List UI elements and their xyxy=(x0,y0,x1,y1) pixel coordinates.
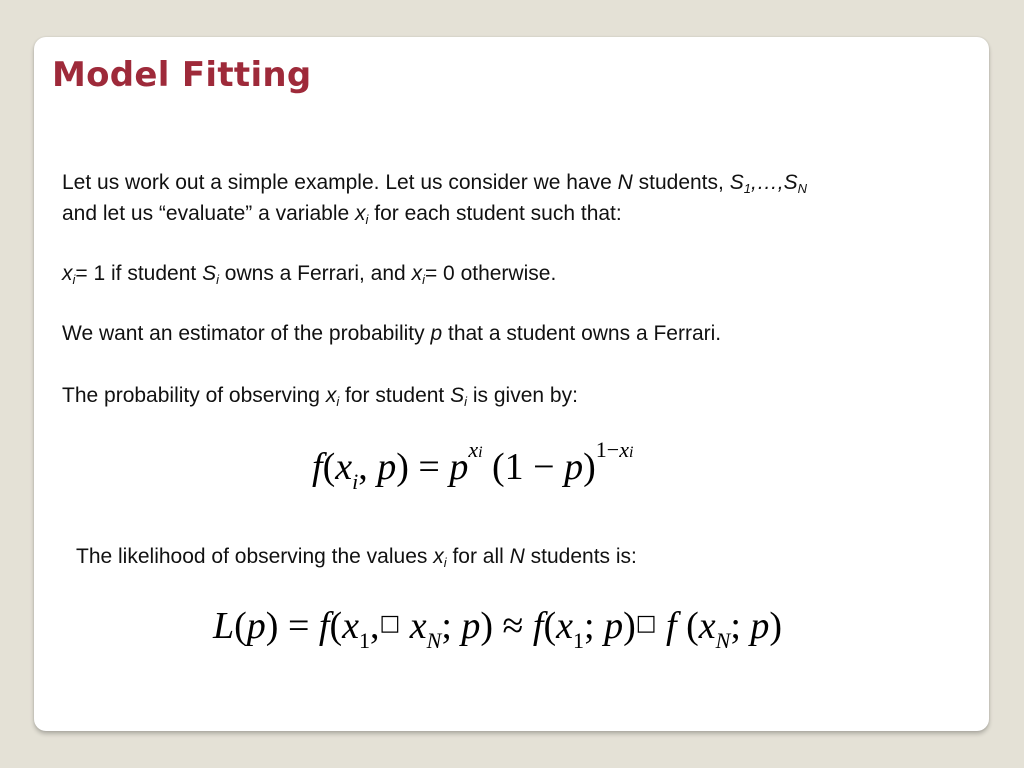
probability-equation: $f(x_i$, $p) = p^{xi}$ $(1 - p)^{1-xi}$ xyxy=(312,437,634,494)
definition-paragraph: $x_i= 1$ if student $S_i$ owns a Ferrari, and $x_i= 0$ otherwise. xyxy=(62,262,557,287)
likelihood-equation: $L(p) = f(x_1,^□$ $x_N$; $p) \approx f(x_1$; p)□ f ($x_N$; p) xyxy=(213,605,783,653)
missing-glyph-icon: □ xyxy=(635,611,657,636)
intro-paragraph: Let us work out a simple example. Let us consider we have N students, $S_1,\dots,S_N$ and let us “evaluate” a variable $x_i$ for each student such that: xyxy=(62,171,808,227)
likelihood-paragraph: The likelihood of observing the values $x_i$ for all N students is: xyxy=(76,545,637,570)
probability-paragraph: The probability of observing $x_i$ for student $S_i$ is given by: xyxy=(62,384,578,409)
slide-title: Model Fitting xyxy=(52,55,312,95)
missing-glyph-icon: □ xyxy=(379,611,401,636)
estimator-paragraph: We want an estimator of the probability p that a student owns a Ferrari. xyxy=(62,322,722,345)
